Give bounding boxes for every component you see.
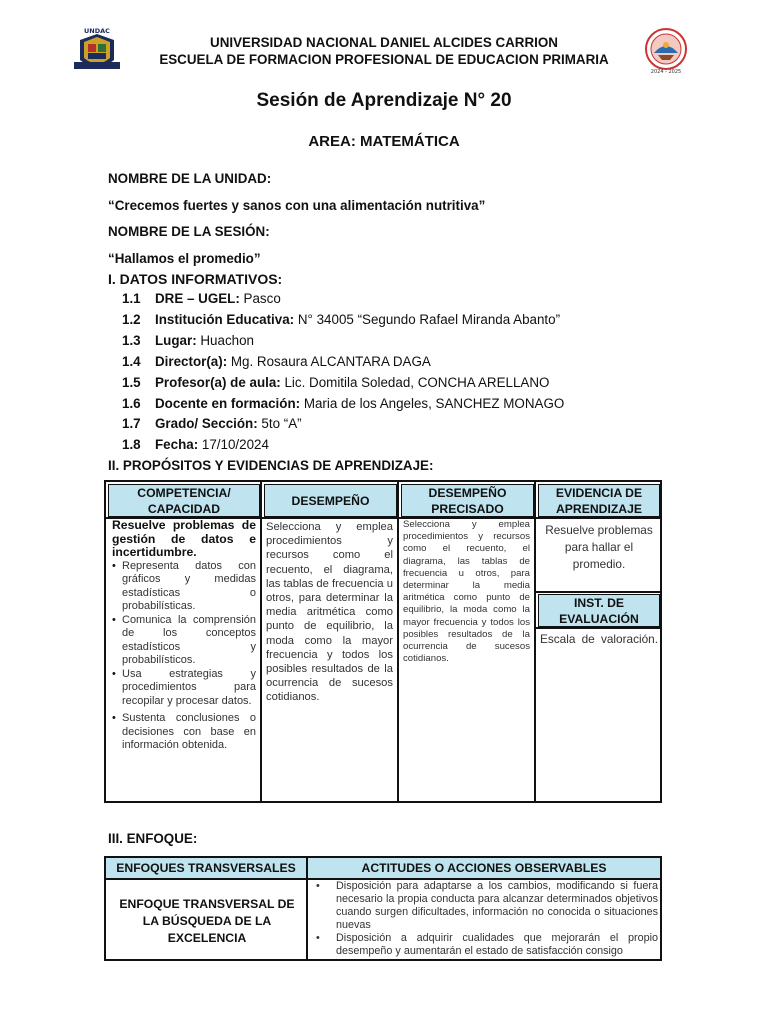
header-evidencia: EVIDENCIA DE APRENDIZAJE bbox=[538, 484, 660, 517]
session-label: NOMBRE DE LA SESIÓN: bbox=[108, 224, 270, 239]
capacidad-item: • Representa datos con gráficos y medidas estadísticas o probabilísticas. bbox=[112, 560, 256, 614]
info-item: 1.3 Lugar: Huachon bbox=[122, 333, 254, 348]
info-item: 1.2 Institución Educativa: N° 34005 “Segundo Rafael Miranda Abanto” bbox=[122, 312, 561, 327]
header-desempeno-precisado: DESEMPEÑO PRECISADO bbox=[401, 484, 534, 517]
info-item: 1.5 Profesor(a) de aula: Lic. Domitila Soledad, CONCHA ARELLANO bbox=[122, 375, 550, 390]
enfoque-name: ENFOQUE TRANSVERSAL DE LA BÚSQUEDA DE LA EXCELENCIA bbox=[119, 897, 295, 945]
desempeno-cell: Selecciona y emplea procedimientos y recursos como el recuento, el diagrama, las tablas de frecuencia u otros, para determinar la media aritmética como punto de equilibrio, la moda como la mayor frecuencia y todos los posibles resultados de la ocurrencia de sucesos cotidianos. bbox=[266, 521, 393, 704]
enfoque-table bbox=[104, 856, 662, 961]
session-value: “Hallamos el promedio” bbox=[108, 251, 261, 266]
purposes-table bbox=[104, 480, 662, 803]
competencia-text: Resuelve problemas de gestión de datos e incertidumbre. bbox=[112, 518, 256, 559]
page-title: Sesión de Aprendizaje N° 20 bbox=[256, 90, 512, 111]
instrumento-cell: Escala de valoración. bbox=[540, 632, 658, 646]
header-inst-evaluacion: INST. DE EVALUACIÓN bbox=[538, 594, 660, 627]
evidencia-cell: Resuelve problemas para hallar el promedio. bbox=[545, 523, 653, 571]
info-item: 1.6 Docente en formación: Maria de los Angeles, SANCHEZ MONAGO bbox=[122, 396, 565, 411]
capacidad-item: • Sustenta conclusiones o decisiones con base en información obtenida. bbox=[112, 712, 256, 753]
area-title: AREA: MATEMÁTICA bbox=[308, 133, 460, 150]
accion-item: • Disposición a adquirir cualidades que mejorarán el propio desempeño y aumentarán el estado de satisfacción consigo bbox=[316, 931, 658, 957]
info-item: 1.1 DRE – UGEL: Pasco bbox=[122, 291, 281, 306]
logo-right-text: 2024 - 2025 bbox=[650, 69, 682, 75]
unit-label: NOMBRE DE LA UNIDAD: bbox=[108, 171, 272, 186]
section-enfoque: III. ENFOQUE: bbox=[108, 831, 198, 846]
section-propositos: II. PROPÓSITOS Y EVIDENCIAS DE APRENDIZAJE: bbox=[108, 458, 434, 473]
capacidad-item: • Comunica la comprensión de los conceptos estadísticos y probabilísticos. bbox=[112, 614, 256, 668]
unit-value: “Crecemos fuertes y sanos con una alimentación nutritiva” bbox=[108, 198, 486, 213]
school-name: ESCUELA DE FORMACION PROFESIONAL DE EDUCACION PRIMARIA bbox=[159, 52, 609, 67]
header-competencia: COMPETENCIA/ CAPACIDAD bbox=[108, 484, 260, 517]
header-desempeno: DESEMPEÑO bbox=[264, 484, 397, 517]
logo-left-text: UNDAC bbox=[84, 27, 110, 35]
header-enfoques: ENFOQUES TRANSVERSALES bbox=[106, 858, 306, 878]
info-item: 1.4 Director(a): Mg. Rosaura ALCANTARA DAGA bbox=[122, 354, 431, 369]
section-datos-informativos: I. DATOS INFORMATIVOS: bbox=[108, 271, 283, 287]
undac-logo bbox=[72, 26, 122, 76]
info-item: 1.7 Grado/ Sección: 5to “A” bbox=[122, 416, 302, 431]
header-actitudes: ACTITUDES O ACCIONES OBSERVABLES bbox=[308, 858, 660, 878]
info-item: 1.8 Fecha: 17/10/2024 bbox=[122, 437, 269, 452]
competencia-cell bbox=[112, 519, 256, 753]
capacidad-item: • Usa estrategias y procedimientos para recopilar y procesar datos. bbox=[112, 668, 256, 709]
university-name: UNIVERSIDAD NACIONAL DANIEL ALCIDES CARRION bbox=[210, 35, 558, 50]
accion-item: • Disposición para adaptarse a los cambios, modificando si fuera necesario la propia conducta para alcanzar determinados objetivos cuando surgen dificultades, información no conocida o situaciones nuevas bbox=[316, 880, 658, 931]
acciones-list bbox=[312, 880, 658, 957]
desempeno-precisado-cell: Selecciona y emplea procedimientos y recursos como el recuento, el diagrama, las tablas de frecuencia u otros, para determinar la media aritmética como punto de equilibrio, la moda como la mayor frecuencia y todos los posibles resultados de la ocurrencia de sucesos cotidianos. bbox=[403, 519, 530, 665]
